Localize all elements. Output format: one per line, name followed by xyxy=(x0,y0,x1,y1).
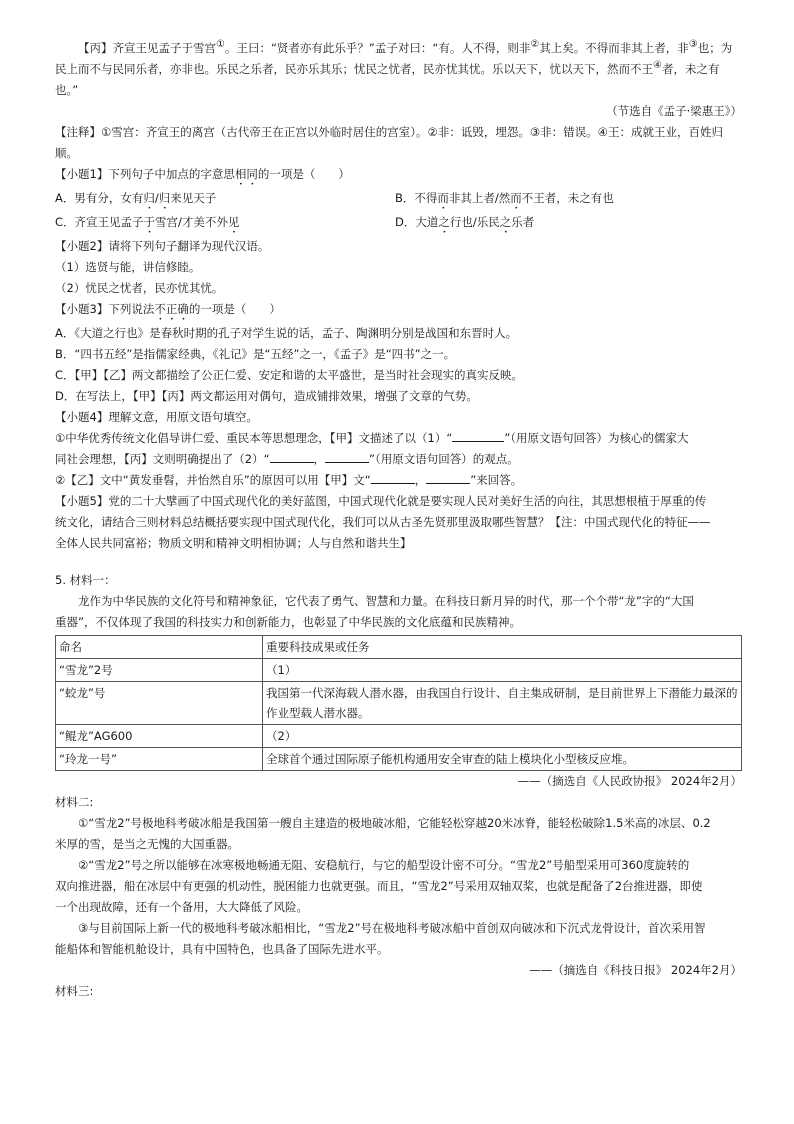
material-2-p1-line-1: ①“雪龙2”号极地科考破冰船是我国第一艘自主建造的极地破冰船，它能轻松穿越20米冰脊，能轻松破除1.5米高的冰层、0.2 xyxy=(78,816,711,830)
passage-bing-text xyxy=(55,38,742,101)
passage-source: （节选自《孟子·梁惠王》） xyxy=(606,104,742,118)
dotted-char: 而 xyxy=(437,191,449,205)
text-run: 的一项是（ ） xyxy=(257,167,350,181)
question-1-stem xyxy=(55,164,742,188)
answer-blank[interactable] xyxy=(371,471,415,484)
question-3-stem xyxy=(55,299,742,323)
question-5-line-3: 全体人民共同富裕；物质文明和精神文明相协调；人与自然和谐共生】 xyxy=(55,536,412,550)
passage-bing xyxy=(55,38,742,122)
question-4 xyxy=(55,407,742,491)
option-a[interactable]: A．《大道之行也》是春秋时期的孔子对学生说的话，孟子、陶渊明分别是战国和东晋时人。 xyxy=(55,326,518,340)
table-cell-result: 我国第一代深海载人潜水器，由我国自行设计、自主集成研制，是目前世界上下潜能力最深的作业型载人潜水器。 xyxy=(263,682,742,725)
options-row xyxy=(55,188,742,212)
text-run: C．齐宣王见孟子 xyxy=(55,215,144,229)
options-row xyxy=(55,212,742,236)
question-1 xyxy=(55,164,742,236)
section-gap xyxy=(55,554,742,570)
question-4-line-3 xyxy=(55,470,742,491)
table-row xyxy=(56,725,742,748)
dotted-char: 见 xyxy=(227,215,240,229)
material-1-source: ——（摘选自《人民政协报》 2024年2月） xyxy=(517,774,742,788)
dotted-char: 归 xyxy=(158,191,171,205)
question-5-line-2: 统文化，请结合三则材料总结概括要实现中国式现代化，我们可以从古圣先贤那里汲取哪些智慧？【注：中国式现代化的特征—— xyxy=(55,515,711,529)
text-run: 其上矣。不得而非其上者，非 xyxy=(539,41,689,55)
table-row xyxy=(56,659,742,682)
text-run: 来见天子 xyxy=(170,191,217,205)
text-run: 者，未之有也。” xyxy=(55,62,720,97)
annotation-note: 【注释】①雪宫：齐宣王的离宫（古代帝王在正宫以外临时居住的宫室）。②非：诋毁，埋怨。③非：错误。④王：成就王业，百姓归顺。 xyxy=(55,125,723,160)
achievements-table xyxy=(55,635,742,771)
footnote-mark: ④ xyxy=(653,60,662,72)
text-run: A．男有分，女有 xyxy=(55,191,144,205)
text-run: ②【乙】文中“黄发垂髫，并怡然自乐”的原因可以用【甲】文“ xyxy=(55,473,371,487)
text-run: 行也/乐民 xyxy=(449,215,500,229)
table-header-cell: 重要科技成果或任务 xyxy=(263,636,742,659)
text-run: ”（用原文语句回答）为核心的儒家大 xyxy=(504,431,689,445)
question-4-line-2 xyxy=(55,449,742,470)
option-c[interactable]: C．【甲】【乙】两文都描绘了公正仁爱、安定和谐的太平盛世，是当时社会现实的真实反映。 xyxy=(55,368,524,382)
answer-blank[interactable] xyxy=(426,471,470,484)
table-row xyxy=(56,682,742,725)
text-run: ”来回答。 xyxy=(470,473,523,487)
dotted-char: 于 xyxy=(143,215,156,229)
dotted-emphasis: 相同 xyxy=(234,167,258,181)
option-b[interactable] xyxy=(395,188,735,212)
text-run: 。王曰：“贤者亦有此乐乎？”孟子对曰：“有。人不得，则非 xyxy=(224,41,531,55)
table-cell-result: 全球首个通过国际原子能机构通用安全审查的陆上模块化小型核反应堆。 xyxy=(263,748,742,771)
dotted-char: 之 xyxy=(499,215,512,229)
dotted-char: 之 xyxy=(438,215,450,229)
option-d[interactable] xyxy=(395,212,735,236)
footnote-mark: ③ xyxy=(688,39,698,51)
question-2-item-2: （2）忧民之忧者，民亦忧其忧。 xyxy=(55,281,224,295)
text-run: ”（用原文语句回答）的观点。 xyxy=(369,452,519,466)
table-row xyxy=(56,748,742,771)
option-a[interactable] xyxy=(55,188,395,212)
material-2-p3-line-1: ③与目前国际上新一代的极地科考破冰船相比，“雪龙2”号在极地科考破冰船中首创双向破冰和下沉式龙骨设计，首次采用智 xyxy=(78,921,706,935)
table-cell-name: “鲲龙”AG600 xyxy=(56,725,263,748)
text-run: 同社会理想，【丙】文则明确提出了（2）“ xyxy=(55,452,270,466)
table-cell-name: “雪龙”2号 xyxy=(56,659,263,682)
text-run: ， xyxy=(414,473,427,487)
text-run: 雪宫/才美不外 xyxy=(155,215,228,229)
question-4-line-1 xyxy=(55,428,742,449)
answer-blank[interactable] xyxy=(452,429,504,442)
text-run: 【丙】齐宣王见孟子于雪宫 xyxy=(78,41,216,55)
question-2 xyxy=(55,236,742,299)
option-d[interactable]: D．在写法上，【甲】【丙】两文都运用对偶句，造成铺排效果，增强了文章的气势。 xyxy=(55,389,478,403)
material-2-p2-line-2: 双向推进器，船在冰层中有更强的机动性，脱困能力也就更强。而且，“雪龙2”号采用双轴双桨，也就是配备了2台推进器，即使 xyxy=(55,879,703,893)
option-c[interactable] xyxy=(55,212,395,236)
dotted-char: 而 xyxy=(510,191,522,205)
material-3-heading: 材料三: xyxy=(55,984,94,998)
text-run: 不王者，未之有也 xyxy=(521,191,614,205)
table-body xyxy=(56,636,742,771)
question-5 xyxy=(55,491,742,554)
footnote-mark: ② xyxy=(530,39,540,51)
question-2-item-1: （1）选贤与能，讲信修睦。 xyxy=(55,260,201,274)
option-b[interactable]: B．“四书五经”是指儒家经典，《礼记》是“五经”之一，《孟子》是“四书”之一。 xyxy=(55,347,456,361)
material-2-p3-line-2: 能船体和智能机舱设计，具有中国特色，也具备了国际先进水平。 xyxy=(55,942,389,956)
section-5 xyxy=(55,570,742,1002)
question-3 xyxy=(55,299,742,407)
document-page xyxy=(55,38,742,1002)
question-5-line-1: 【小题5】党的二十大擘画了中国式现代化的美好蓝图，中国式现代化就是要实现人民对美好生活的向往，其思想根植于厚重的传 xyxy=(55,494,707,508)
table-cell-result: （2） xyxy=(263,725,742,748)
text-run: 【小题1】下列句子中加点的字意思 xyxy=(55,167,235,181)
material-1-line-1: 龙作为中华民族的文化符号和精神象征，它代表了勇气、智慧和力量。在科技日新月异的时代，那一个个带“龙”字的“大国 xyxy=(78,594,694,608)
table-cell-name: “蛟龙”号 xyxy=(56,682,263,725)
text-run: D．大道 xyxy=(395,215,439,229)
text-run: B．不得 xyxy=(395,191,438,205)
dotted-char: 归 xyxy=(143,191,155,205)
text-run: ①中华优秀传统文化倡导讲仁爱、重民本等思想理念，【甲】文描述了以（1）“ xyxy=(55,431,453,445)
text-run: 的一项是（ ） xyxy=(188,302,281,316)
text-run: 也；为民上而不与民同乐者，亦非也。乐民之乐者，民亦乐其乐；忧民之忧者，民亦忧其忧。乐以天下，忧以天下，然而不王 xyxy=(55,41,733,76)
table-header-row xyxy=(56,636,742,659)
section-5-heading: 5. 材料一： xyxy=(55,573,116,587)
material-2-heading: 材料二: xyxy=(55,795,94,809)
table-cell-name: “玲龙一号” xyxy=(56,748,263,771)
material-2-source: ——（摘选自《科技日报》 2024年2月） xyxy=(529,963,742,977)
table-header-cell: 命名 xyxy=(56,636,263,659)
material-2-p2-line-3: 一个出现故障，还有一个备用，大大降低了风险。 xyxy=(55,900,308,914)
text-run: 乐者 xyxy=(511,215,535,229)
answer-blank[interactable] xyxy=(325,450,369,463)
question-2-stem: 【小题2】请将下列句子翻译为现代汉语。 xyxy=(55,239,270,253)
answer-blank[interactable] xyxy=(270,450,314,463)
text-run: 非其上者/然 xyxy=(448,191,511,205)
material-1-line-2: 重器”，不仅体现了我国的科技实力和创新能力，也彰显了中华民族的文化底蕴和民族精神。 xyxy=(55,615,521,629)
dotted-emphasis: 不正确 xyxy=(154,302,189,316)
table-cell-result: （1） xyxy=(263,659,742,682)
material-2-p1-line-2: 米厚的雪，是当之无愧的大国重器。 xyxy=(55,837,239,851)
text-run: ， xyxy=(313,452,326,466)
text-run: 【小题3】下列说法 xyxy=(55,302,155,316)
material-2-p2-line-1: ②“雪龙2”号之所以能够在冰寒极地畅通无阻、安稳航行，与它的船型设计密不可分。“雪龙2”号船型采用可360度旋转的 xyxy=(78,858,690,872)
question-4-stem: 【小题4】理解文意，用原文语句填空。 xyxy=(55,410,258,424)
text-run: / xyxy=(154,191,159,205)
footnote-mark: ① xyxy=(216,39,225,51)
